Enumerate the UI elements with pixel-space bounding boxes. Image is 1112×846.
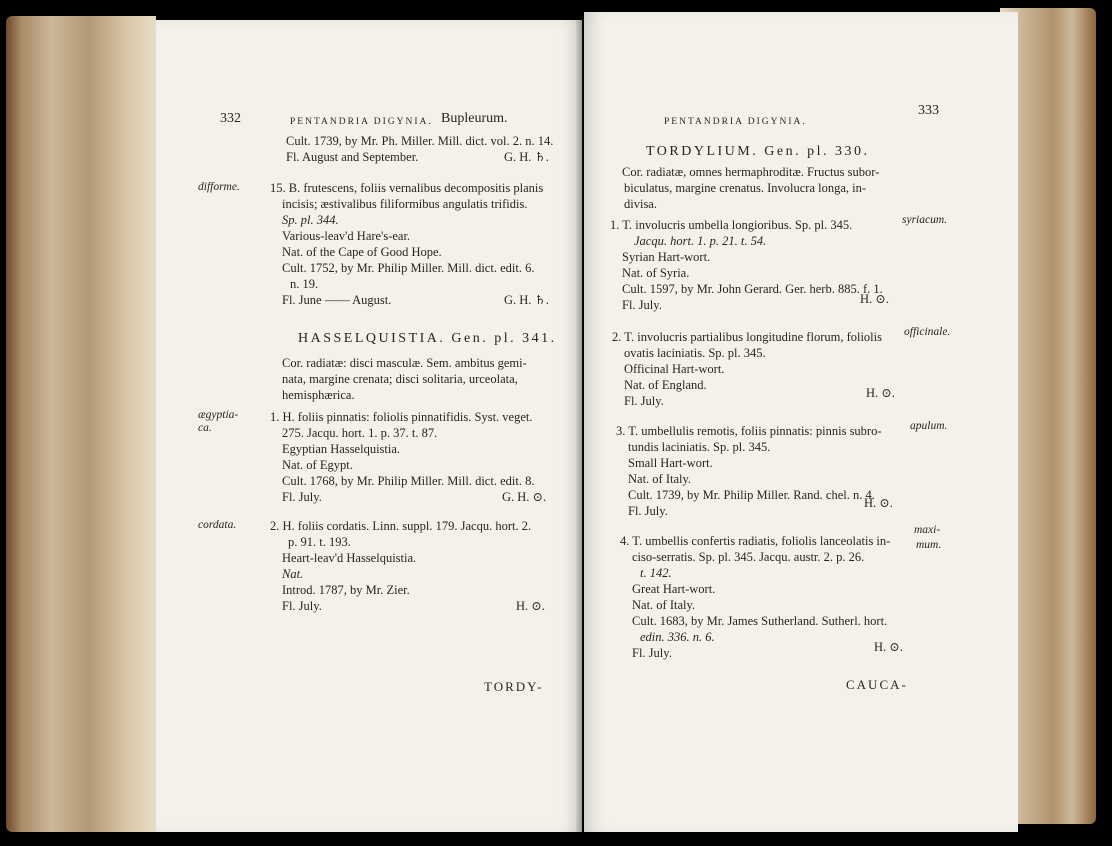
species-line: Nat. of Italy. <box>632 598 696 612</box>
species-side-name: difforme. <box>198 181 240 193</box>
habit-symbol: H. ⊙. <box>860 292 889 306</box>
species-line: Heart-leav'd Hasselquistia. <box>282 551 417 565</box>
entry-line: Fl. August and September. <box>286 150 419 164</box>
species-side-name: maxi- <box>914 524 941 536</box>
habit-symbol: G. H. ⊙. <box>502 490 547 504</box>
habit-symbol: H. ⊙. <box>866 386 895 400</box>
genus-description: biculatus, margine crenatus. Involucra longa, in- <box>624 181 867 195</box>
habit-symbol: H. ⊙. <box>864 496 893 510</box>
species-line: 2. H. foliis cordatis. Linn. suppl. 179. Jacqu. hort. 2. <box>270 519 532 533</box>
right-page <box>584 12 1018 832</box>
species-line: Cult. 1768, by Mr. Philip Miller. Mill. dict. edit. 8. <box>282 474 535 488</box>
species-line: Cult. 1752, by Mr. Philip Miller. Mill. dict. edit. 6. <box>282 261 535 275</box>
habit-symbol: G. H. ♄. <box>504 150 549 164</box>
species-line: Various-leav'd Hare's-ear. <box>282 229 411 243</box>
species-line: t. 142. <box>640 566 672 580</box>
genus-description: nata, margine crenata; disci solitaria, urceolata, <box>282 372 518 386</box>
book-edge-left <box>6 16 156 832</box>
species-line: 4. T. umbellis confertis radiatis, foliolis lanceolatis in- <box>620 534 891 548</box>
species-line: Small Hart-wort. <box>628 456 713 470</box>
species-side-name: officinale. <box>904 326 951 338</box>
species-line: Fl. July. <box>624 394 664 408</box>
running-head: PENTANDRIA DIGYNIA. <box>664 117 807 127</box>
species-line: 15. B. frutescens, foliis vernalibus decompositis planis <box>270 181 544 195</box>
species-side-name: mum. <box>916 539 942 551</box>
species-line: Fl. July. <box>622 298 662 312</box>
catchword: CAUCA- <box>846 677 908 692</box>
page-number: 333 <box>918 103 939 118</box>
species-line: Great Hart-wort. <box>632 582 716 596</box>
genus-description: Cor. radiatæ, omnes hermaphroditæ. Fructus subor- <box>622 165 880 179</box>
genus-description: hemisphærica. <box>282 388 355 402</box>
species-line: incisis; æstivalibus filiformibus angulatis trifidis. <box>282 197 528 211</box>
species-line: Nat. of Syria. <box>622 266 690 280</box>
catchword: TORDY- <box>484 679 544 694</box>
page-number: 332 <box>220 111 241 126</box>
species-line: Cult. 1739, by Mr. Philip Miller. Rand. chel. n. 4. <box>628 488 875 502</box>
species-line: 1. H. foliis pinnatis: foliolis pinnatifidis. Syst. veget. <box>270 410 533 424</box>
left-page <box>156 20 582 832</box>
species-line: Fl. July. <box>628 504 668 518</box>
species-line: Nat. <box>282 567 304 581</box>
running-genus: Bupleurum. <box>441 111 508 126</box>
species-line: Fl. June —— August. <box>282 293 392 307</box>
species-side-name: cordata. <box>198 519 237 531</box>
genus-description: Cor. radiatæ: disci masculæ. Sem. ambitus gemi- <box>282 356 527 370</box>
species-line: Nat. of the Cape of Good Hope. <box>282 245 442 259</box>
genus-header: TORDYLIUM. Gen. pl. 330. <box>646 144 870 159</box>
entry-line: Cult. 1739, by Mr. Ph. Miller. Mill. dict. vol. 2. n. 14. <box>286 134 554 148</box>
species-line: Cult. 1683, by Mr. James Sutherland. Sutherl. hort. <box>632 614 888 628</box>
species-side-name: syriacum. <box>902 214 948 226</box>
species-line: 3. T. umbellulis remotis, foliis pinnatis: pinnis subro- <box>616 424 882 438</box>
habit-symbol: H. ⊙. <box>874 640 903 654</box>
species-line: Sp. pl. 344. <box>282 213 339 227</box>
species-line: Nat. of England. <box>624 378 707 392</box>
species-line: Egyptian Hasselquistia. <box>282 442 401 456</box>
species-line: Fl. July. <box>632 646 672 660</box>
species-line: 275. Jacqu. hort. 1. p. 37. t. 87. <box>282 426 438 440</box>
species-line: 2. T. involucris partialibus longitudine florum, foliolis <box>612 330 882 344</box>
species-side-name: apulum. <box>910 420 948 432</box>
species-line: tundis laciniatis. Sp. pl. 345. <box>628 440 771 454</box>
habit-symbol: G. H. ♄. <box>504 293 549 307</box>
running-head: PENTANDRIA DIGYNIA. <box>290 117 433 127</box>
species-side-name: ægyptia- <box>198 409 239 421</box>
species-line: 1. T. involucris umbella longioribus. Sp. pl. 345. <box>610 218 853 232</box>
species-line: Jacqu. hort. 1. p. 21. t. 54. <box>634 234 767 248</box>
species-line: Syrian Hart-wort. <box>622 250 711 264</box>
species-line: edin. 336. n. 6. <box>640 630 715 644</box>
species-line: Fl. July. <box>282 490 322 504</box>
species-line: Introd. 1787, by Mr. Zier. <box>282 583 410 597</box>
species-line: Officinal Hart-wort. <box>624 362 725 376</box>
habit-symbol: H. ⊙. <box>516 599 545 613</box>
species-line: ciso-serratis. Sp. pl. 345. Jacqu. austr. 2. p. 26. <box>632 550 865 564</box>
species-line: p. 91. t. 193. <box>288 535 351 549</box>
species-line: Fl. July. <box>282 599 322 613</box>
species-line: n. 19. <box>290 277 319 291</box>
species-line: ovatis laciniatis. Sp. pl. 345. <box>624 346 766 360</box>
species-line: Nat. of Italy. <box>628 472 692 486</box>
species-line: Cult. 1597, by Mr. John Gerard. Ger. herb. 885. f. 1. <box>622 282 883 296</box>
species-line: Nat. of Egypt. <box>282 458 353 472</box>
genus-header: HASSELQUISTIA. Gen. pl. 341. <box>298 331 557 346</box>
genus-description: divisa. <box>624 197 657 211</box>
species-side-name: ca. <box>198 422 212 434</box>
